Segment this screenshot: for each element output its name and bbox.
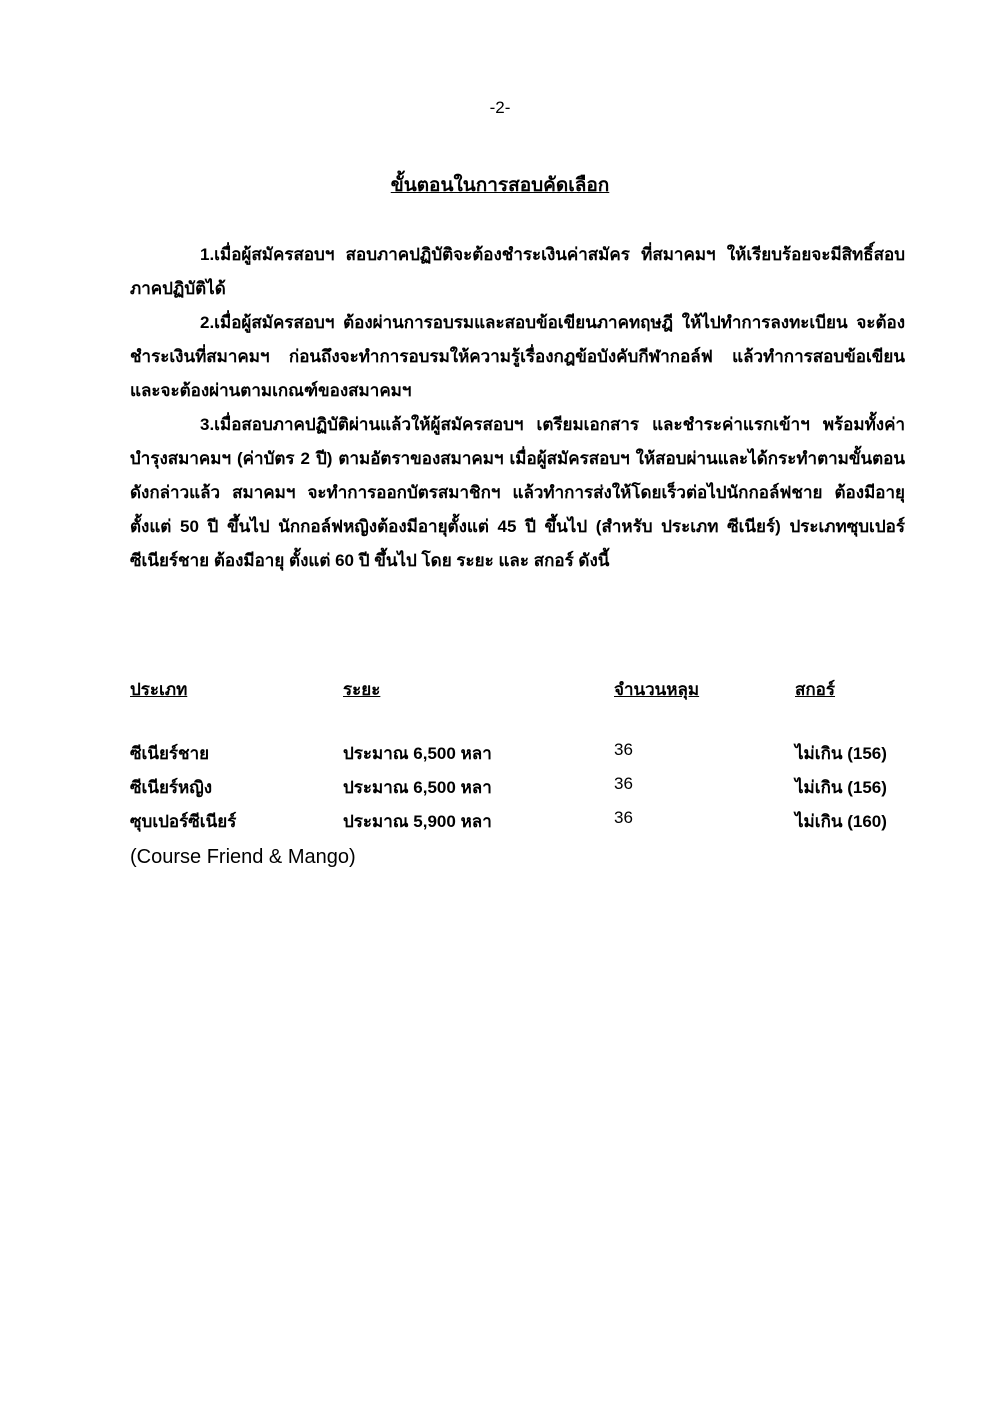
- header-holes: จำนวนหลุม: [614, 680, 700, 699]
- document-title: ขั้นตอนในการสอบคัดเลือก: [390, 175, 610, 196]
- cell-score: ไม่เกิน (156): [795, 744, 887, 763]
- cell-holes: 36: [614, 808, 633, 827]
- cell-holes: 36: [614, 774, 633, 793]
- table-row: [0, 808, 1000, 842]
- cell-type: ซุบเปอร์ซีเนียร์: [130, 812, 237, 831]
- cell-holes: 36: [614, 740, 633, 759]
- header-distance: ระยะ: [343, 680, 381, 699]
- cell-distance: ประมาณ 6,500 หลา: [343, 778, 492, 797]
- criteria-table: [0, 740, 1000, 850]
- cell-score: ไม่เกิน (160): [795, 812, 887, 831]
- cell-distance: ประมาณ 6,500 หลา: [343, 744, 492, 763]
- body-text: [130, 238, 905, 578]
- table-row: [0, 740, 1000, 774]
- page-number: -2-: [489, 98, 511, 117]
- cell-distance: ประมาณ 5,900 หลา: [343, 812, 492, 831]
- paragraph-3: 3.เมื่อสอบภาคปฏิบัติผ่านแล้วให้ผู้สมัครสอบฯ เตรียมเอกสาร และชำระค่าแรกเข้าฯ พร้อมทั้งค่าบำรุงสมาคมฯ (ค่าบัตร 2 ปี) ตามอัตราของสมาคมฯ เมื่อผู้สมัครสอบฯ ให้สอบผ่านและได้กระทำตามขั้นตอนดังกล่าวแล้ว สมาคมฯ จะทำการออกบัตรสมาชิกฯ แล้วทำการส่งให้โดยเร็วต่อไปนักกอล์ฟชาย ต้องมีอายุตั้งแต่ 50 ปี ขึ้นไป นักกอล์ฟหญิงต้องมีอายุตั้งแต่ 45 ปี ขึ้นไป (สำหรับ ประเภท ซีเนียร์) ประเภทซุบเปอร์ซีเนียร์ชาย ต้องมีอายุ ตั้งแต่ 60 ปี ขึ้นไป โดย ระยะ และ สกอร์ ดังนี้: [130, 415, 905, 570]
- cell-type: ซีเนียร์หญิง: [130, 778, 213, 797]
- header-score: สกอร์: [795, 680, 836, 699]
- cell-type: ซีเนียร์ชาย: [130, 744, 210, 763]
- paragraph-2: 2.เมื่อผู้สมัครสอบฯ ต้องผ่านการอบรมและสอบข้อเขียนภาคทฤษฎี ให้ไปทำการลงทะเบียน จะต้องชำระเงินที่สมาคมฯ ก่อนถึงจะทำการอบรมให้ความรู้เรื่องกฎข้อบังคับกีฬากอล์ฟ แล้วทำการสอบข้อเขียน และจะต้องผ่านตามเกณฑ์ของสมาคมฯ: [130, 313, 905, 400]
- table-header-row: [0, 676, 1000, 706]
- table-row: [0, 774, 1000, 808]
- course-footnote: (Course Friend & Mango): [130, 846, 356, 868]
- header-type: ประเภท: [130, 680, 188, 699]
- paragraph-1: 1.เมื่อผู้สมัครสอบฯ สอบภาคปฏิบัติจะต้องชำระเงินค่าสมัคร ที่สมาคมฯ ให้เรียบร้อยจะมีสิทธิ์สอบภาคปฏิบัติได้: [130, 245, 905, 298]
- cell-score: ไม่เกิน (156): [795, 778, 887, 797]
